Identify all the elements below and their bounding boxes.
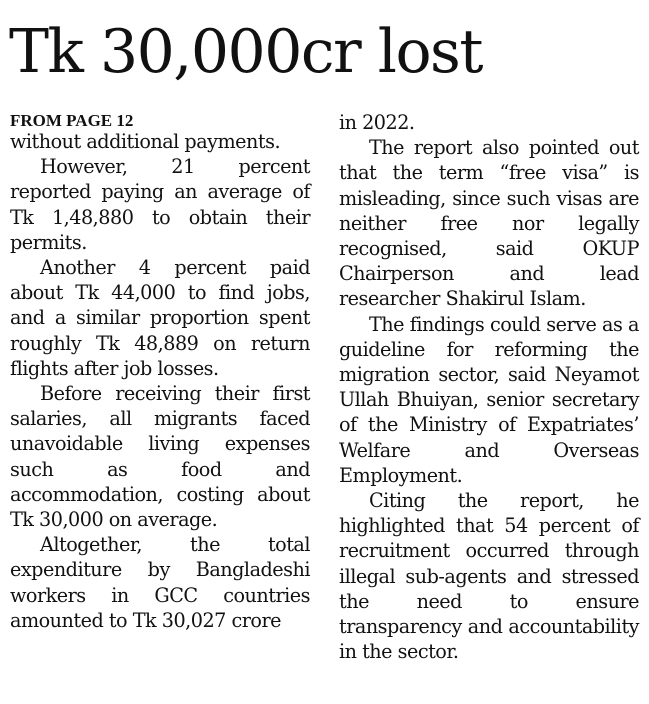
paragraph: The findings could serve as a guideline for reforming the migration sector, said Neyamot Ullah Bhuiyan, senior secretary of the Ministry of Expatriates’ Welfare and Overseas Employment. bbox=[339, 312, 639, 487]
paragraph: in 2022. bbox=[339, 111, 415, 134]
paragraph: without additional payments. bbox=[10, 130, 281, 153]
paragraph: Before receiving their first salaries, all migrants faced unavoidable living expenses such as food and accommodation, costing about Tk 30,000 on average. bbox=[10, 382, 310, 532]
paragraph: The report also pointed out that the term “free visa” is misleading, since such visas are neither free nor legally recognised, said OKUP Chairperson and lead researcher Shakirul Islam. bbox=[339, 136, 639, 311]
jump-label: FROM PAGE 12 bbox=[10, 111, 134, 130]
article-column-left bbox=[10, 110, 310, 633]
paragraph: Another 4 percent paid about Tk 44,000 to find jobs, and a similar proportion spent roughly Tk 48,889 on return flights after job losses. bbox=[10, 256, 310, 380]
paragraph: However, 21 percent reported paying an average of Tk 1,48,880 to obtain their permits. bbox=[10, 155, 310, 254]
article-column-right bbox=[339, 110, 639, 664]
paragraph: Citing the report, he highlighted that 54 percent of recruitment occurred through illegal sub-agents and stressed the need to ensure transparency and accountability in the sector. bbox=[339, 489, 639, 664]
headline: Tk 30,000cr lost bbox=[9, 17, 482, 87]
paragraph: Altogether, the total expenditure by Bangladeshi workers in GCC countries amounted to Tk 30,027 crore bbox=[10, 533, 310, 632]
